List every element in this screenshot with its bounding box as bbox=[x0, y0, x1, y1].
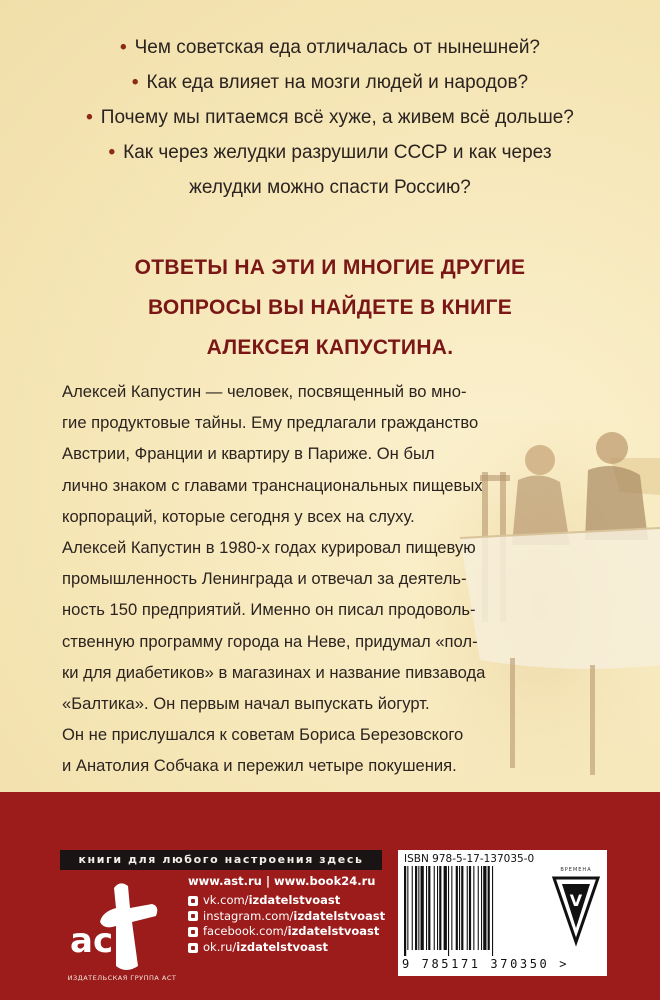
barcode-bar bbox=[483, 866, 486, 950]
social-link-facebook[interactable]: facebook.com/ izdatelstvoast bbox=[188, 924, 385, 940]
barcode-bar bbox=[488, 866, 490, 950]
barcode-bar bbox=[478, 866, 479, 950]
barcode-bar bbox=[481, 866, 482, 950]
bio-line: Алексей Капустин в 1980-х годах курировал пищевую bbox=[62, 538, 476, 558]
ast-logo-icon bbox=[64, 878, 176, 978]
bullet-icon: • bbox=[86, 107, 93, 128]
social-link-instagram[interactable]: instagram.com/ izdatelstvoast bbox=[188, 909, 385, 925]
bio-line: промышленность Ленинграда и отвечал за деятель- bbox=[62, 569, 467, 589]
barcode-bar bbox=[461, 866, 463, 950]
imprint-label: ВРЕМЕНА bbox=[560, 867, 592, 873]
svg-text:V: V bbox=[569, 891, 583, 910]
bullet-icon: • bbox=[119, 37, 127, 58]
bio-line: Австрии, Франции и квартиру в Париже. Он был bbox=[62, 444, 435, 464]
bio-line: «Балтика». Он первым начал выпускать йогурт. bbox=[62, 694, 430, 714]
barcode-bar bbox=[421, 866, 424, 950]
barcode-bar bbox=[492, 866, 493, 956]
bio-line: ственную программу города на Неве, придумал «пол- bbox=[62, 631, 478, 651]
headline bbox=[0, 248, 660, 368]
question-item-continuation: желудки можно спасти Россию? bbox=[189, 177, 471, 198]
bio-line: корпораций, которые сегодня у всех на слуху. bbox=[62, 506, 415, 526]
barcode-bar bbox=[428, 866, 430, 950]
tagline-banner: книги для любого настроения здесь bbox=[60, 850, 382, 870]
headline-line: АЛЕКСЕЯ КАПУСТИНА. bbox=[206, 336, 454, 359]
imprint-logo-icon bbox=[550, 870, 602, 950]
barcode-bar bbox=[448, 866, 449, 956]
barcode-bar bbox=[451, 866, 452, 950]
vk-icon bbox=[188, 896, 198, 906]
barcode bbox=[402, 866, 542, 958]
barcode-bar bbox=[407, 866, 408, 950]
facebook-icon bbox=[188, 927, 198, 937]
barcode-bar bbox=[412, 866, 413, 950]
question-item: • Как через желудки разрушили СССР и как через bbox=[108, 142, 552, 163]
website-links[interactable]: www.ast.ru | www.book24.ru bbox=[188, 874, 376, 888]
instagram-icon bbox=[188, 911, 198, 921]
barcode-bar bbox=[404, 866, 406, 956]
bullet-icon: • bbox=[131, 72, 139, 93]
barcode-bar bbox=[459, 866, 460, 950]
social-link-vk[interactable]: vk.com/ izdatelstvoast bbox=[188, 893, 385, 909]
logo-text: ac bbox=[70, 921, 114, 961]
question-list bbox=[0, 30, 660, 205]
bio-line: гие продуктовые тайны. Ему предлагали гражданство bbox=[62, 413, 479, 433]
question-item: • Почему мы питаемся всё хуже, а живем всё дольше? bbox=[86, 107, 574, 128]
author-bio bbox=[62, 376, 512, 782]
publisher-caption: ИЗДАТЕЛЬСКАЯ ГРУППА АСТ bbox=[67, 974, 177, 982]
bullet-icon: • bbox=[108, 142, 116, 163]
bio-line: ки для диабетиков» в магазинах и название пивзавода bbox=[62, 662, 486, 682]
barcode-bar bbox=[426, 866, 427, 950]
headline-line: ОТВЕТЫ НА ЭТИ И МНОГИЕ ДРУГИЕ bbox=[134, 256, 526, 279]
barcode-bar bbox=[444, 866, 447, 950]
barcode-bar bbox=[439, 866, 441, 950]
ok-icon bbox=[188, 943, 198, 953]
barcode-number: 9 785171 370350 > bbox=[402, 957, 570, 971]
bio-line: лично знаком с главами транснациональных пищевых bbox=[62, 475, 483, 495]
barcode-bar bbox=[415, 866, 417, 950]
bio-line: ность 150 предприятий. Именно он писал продоволь- bbox=[62, 600, 476, 620]
bio-line: и Анатолия Собчака и пережил четыре покушения. bbox=[62, 756, 457, 776]
isbn-number: ISBN 978-5-17-137035-0 bbox=[404, 853, 535, 865]
question-item: • Как еда влияет на мозги людей и народов? bbox=[131, 72, 529, 93]
barcode-bar bbox=[418, 866, 419, 950]
barcode-bar bbox=[473, 866, 474, 950]
barcode-bar bbox=[469, 866, 471, 950]
barcode-bar bbox=[467, 866, 468, 950]
barcode-bar bbox=[437, 866, 438, 950]
question-item: • Чем советская еда отличалась от нынешней? bbox=[119, 37, 540, 58]
bio-line: Он не прислушался к советам Бориса Березовского bbox=[62, 725, 464, 745]
bio-line: Алексей Капустин — человек, посвященный во мно- bbox=[62, 382, 467, 401]
headline-line: ВОПРОСЫ ВЫ НАЙДЕТЕ В КНИГЕ bbox=[147, 296, 513, 319]
social-link-ok[interactable]: ok.ru/ izdatelstvoast bbox=[188, 940, 385, 956]
barcode-bar bbox=[434, 866, 435, 950]
publisher-links bbox=[188, 874, 385, 956]
barcode-bar bbox=[456, 866, 458, 950]
